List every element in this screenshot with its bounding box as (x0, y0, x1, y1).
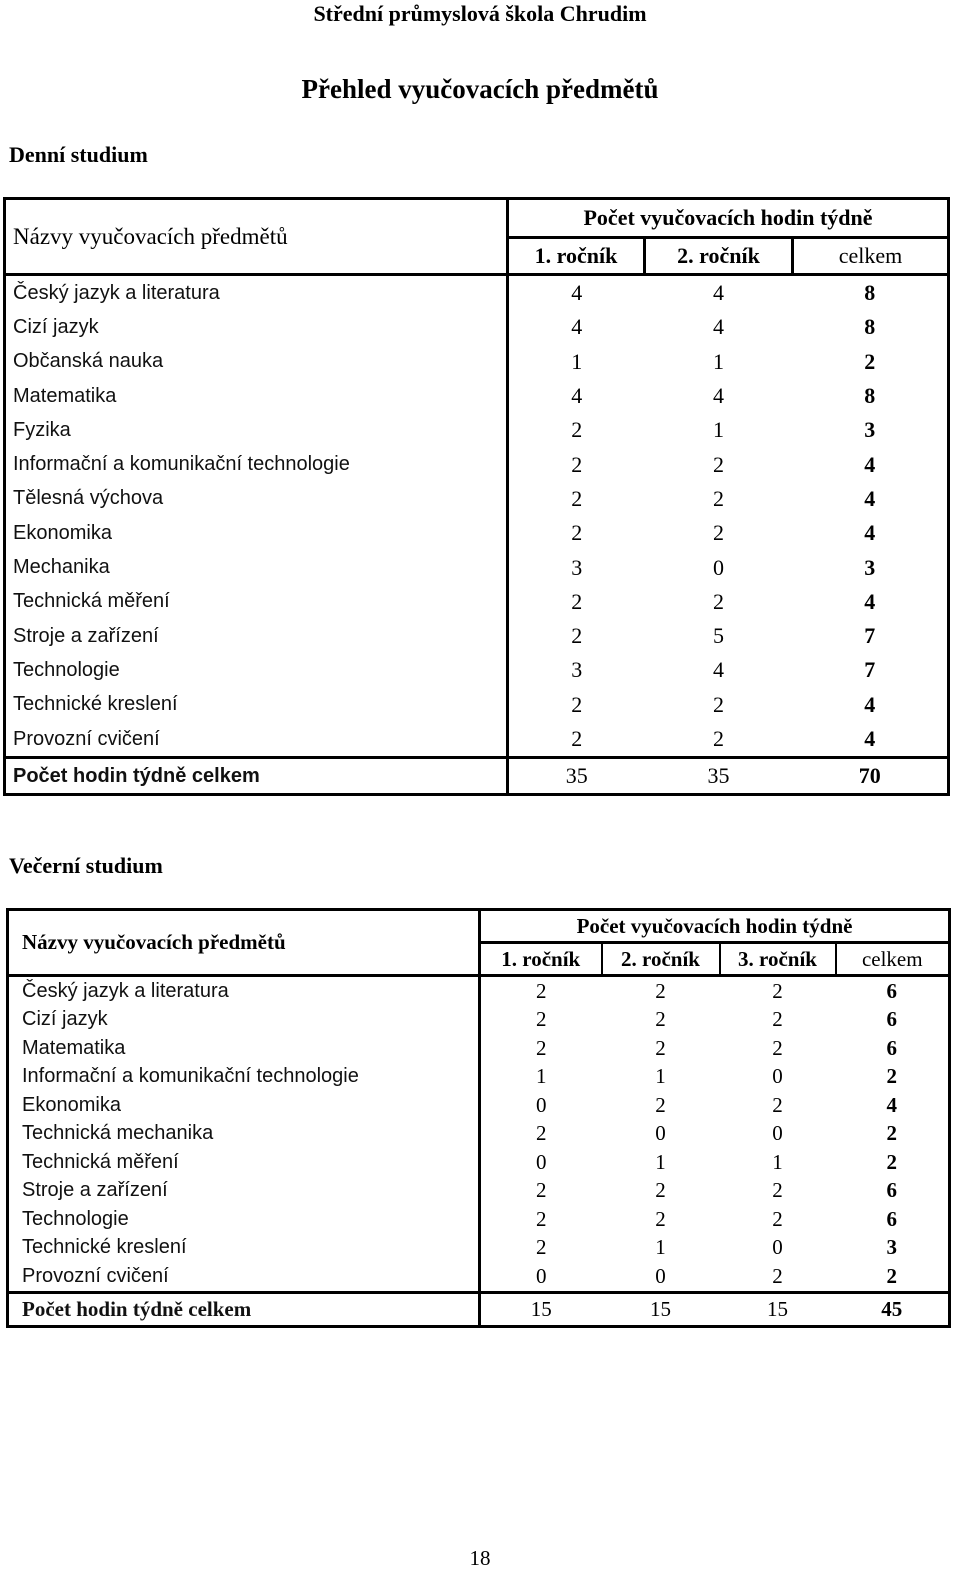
hours-year-2: 5 (713, 623, 724, 649)
hours-total: 2 (864, 348, 876, 374)
hours-year-1: 2 (571, 451, 583, 477)
hours-year-2: 2 (655, 1092, 666, 1117)
hours-year-2: 2 (713, 691, 724, 717)
hours-year-2: 2 (713, 588, 724, 614)
table-row (5, 688, 949, 722)
hours-year-2: 2 (713, 485, 724, 511)
subject-name: Cizí jazyk (8, 1006, 480, 1035)
column-header-year-2: 2. ročník (645, 238, 793, 275)
table-row (8, 1063, 950, 1092)
hours-year-2: 0 (655, 1263, 666, 1288)
table-row (5, 310, 949, 344)
hours-total: 4 (886, 1092, 898, 1117)
school-name: Střední průmyslová škola Chrudim (313, 1, 647, 26)
subject-name: Český jazyk a literatura (8, 976, 480, 1006)
table-row (8, 1034, 950, 1063)
column-header-total: celkem (836, 943, 950, 976)
subject-name: Matematika (8, 1034, 480, 1063)
hours-year-1: 4 (571, 314, 583, 340)
hours-total: 6 (886, 1035, 898, 1060)
subject-name: Technické kreslení (8, 1234, 480, 1263)
hours-total: 2 (886, 1121, 898, 1146)
hours-year-2: 1 (713, 417, 724, 443)
table-row (8, 976, 950, 1006)
hours-total: 8 (864, 383, 876, 409)
hours-year-1: 2 (571, 623, 583, 649)
hours-year-1: 4 (571, 383, 583, 409)
hours-total: 2 (886, 1064, 898, 1089)
hours-total: 4 (864, 588, 876, 614)
hours-total: 6 (886, 1007, 898, 1032)
hours-year-2: 2 (655, 1035, 666, 1060)
evening-study-table (6, 908, 951, 1328)
subject-name: Mechanika (5, 550, 508, 584)
hours-year-3: 2 (772, 1092, 783, 1117)
column-header-year-1: 1. ročník (480, 943, 602, 976)
evening-study-heading: Večerní studium (9, 853, 163, 878)
hours-year-2: 0 (713, 554, 724, 580)
total-row-label: Počet hodin týdně celkem (5, 758, 508, 795)
hours-year-2: 2 (655, 1007, 666, 1032)
hours-total: 3 (864, 417, 876, 443)
hours-year-1: 2 (536, 978, 547, 1003)
hours-total: 4 (864, 726, 876, 751)
table-row (8, 1234, 950, 1263)
column-group-header-hours: Počet vyučovacích hodin týdně (480, 910, 950, 943)
hours-year-2: 2 (655, 1178, 666, 1203)
hours-year-3: 1 (772, 1149, 783, 1174)
hours-year-1: 3 (571, 554, 583, 580)
table-row (8, 1148, 950, 1177)
hours-year-1: 2 (571, 691, 583, 717)
column-header-year-3: 3. ročník (720, 943, 836, 976)
subject-name: Občanská nauka (5, 345, 508, 379)
table-row (5, 345, 949, 379)
hours-year-1: 0 (536, 1149, 547, 1174)
hours-year-1: 2 (571, 417, 583, 443)
hours-year-1: 2 (536, 1035, 547, 1060)
subject-name: Ekonomika (8, 1091, 480, 1120)
hours-year-1: 0 (536, 1092, 547, 1117)
table-row (5, 550, 949, 584)
column-header-total: celkem (793, 238, 949, 275)
total-year-3: 15 (720, 1292, 836, 1326)
subject-name: Provozní cvičení (8, 1262, 480, 1292)
column-header-year-2: 2. ročník (602, 943, 720, 976)
total-row (5, 758, 949, 795)
hours-year-2: 1 (655, 1235, 666, 1260)
hours-total: 6 (886, 1178, 898, 1203)
hours-total: 7 (864, 657, 876, 683)
subject-name: Informační a komunikační technologie (5, 447, 508, 481)
hours-year-1: 1 (571, 348, 583, 374)
hours-year-3: 0 (772, 1121, 783, 1146)
column-header-year-1: 1. ročník (508, 238, 645, 275)
subject-name: Tělesná výchova (5, 482, 508, 516)
hours-total: 4 (864, 520, 876, 546)
table-row (8, 1177, 950, 1206)
subject-name: Informační a komunikační technologie (8, 1063, 480, 1092)
hours-year-1: 4 (571, 280, 583, 306)
hours-year-2: 2 (713, 451, 724, 477)
hours-total: 6 (886, 1206, 898, 1231)
hours-year-3: 2 (772, 978, 783, 1003)
subject-name: Stroje a zařízení (5, 619, 508, 653)
subject-name: Technologie (8, 1205, 480, 1234)
table-row (5, 482, 949, 516)
hours-year-3: 2 (772, 1178, 783, 1203)
subject-name: Český jazyk a literatura (5, 275, 508, 311)
table-row (5, 447, 949, 481)
table-row (5, 585, 949, 619)
hours-total: 2 (886, 1263, 898, 1288)
hours-total: 7 (864, 623, 876, 649)
table-row (8, 1205, 950, 1234)
page-number: 18 (469, 1546, 491, 1570)
hours-total: 4 (864, 485, 876, 511)
hours-total: 8 (864, 314, 876, 340)
subject-name: Stroje a zařízení (8, 1177, 480, 1206)
column-header-subject: Názvy vyučovacích předmětů (5, 199, 508, 275)
hours-year-3: 2 (772, 1035, 783, 1060)
subject-name: Technické kreslení (5, 688, 508, 722)
table-row (5, 379, 949, 413)
hours-year-2: 1 (655, 1064, 666, 1089)
hours-year-2: 1 (655, 1149, 666, 1174)
hours-year-1: 2 (571, 520, 583, 546)
table-row (5, 653, 949, 687)
hours-year-1: 0 (536, 1263, 547, 1288)
subject-name: Cizí jazyk (5, 310, 508, 344)
grand-total: 70 (793, 758, 949, 795)
table-row (8, 1006, 950, 1035)
hours-year-3: 0 (772, 1064, 783, 1089)
hours-year-1: 2 (536, 1121, 547, 1146)
hours-year-1: 2 (536, 1178, 547, 1203)
hours-year-2: 2 (655, 1206, 666, 1231)
hours-year-3: 0 (772, 1235, 783, 1260)
table-row (5, 619, 949, 653)
total-row (8, 1292, 950, 1326)
grand-total: 45 (836, 1292, 950, 1326)
hours-year-1: 2 (536, 1007, 547, 1032)
table-row (8, 1120, 950, 1149)
hours-year-2: 4 (713, 314, 724, 340)
total-row-label: Počet hodin týdně celkem (8, 1292, 480, 1326)
hours-total: 3 (864, 554, 876, 580)
hours-year-3: 2 (772, 1263, 783, 1288)
table-row (8, 1262, 950, 1292)
total-year-1: 15 (480, 1292, 602, 1326)
total-year-2: 35 (645, 758, 793, 795)
column-header-subject: Názvy vyučovacích předmětů (8, 910, 480, 976)
hours-year-2: 4 (713, 657, 724, 683)
hours-year-2: 2 (655, 978, 666, 1003)
subject-name: Technická měření (5, 585, 508, 619)
hours-total: 2 (886, 1149, 898, 1174)
hours-year-1: 1 (536, 1064, 547, 1089)
hours-year-3: 2 (772, 1007, 783, 1032)
subject-name: Technická měření (8, 1148, 480, 1177)
hours-year-2: 2 (713, 726, 724, 751)
subject-name: Matematika (5, 379, 508, 413)
hours-year-2: 0 (655, 1121, 666, 1146)
subject-name: Ekonomika (5, 516, 508, 550)
hours-year-1: 3 (571, 657, 583, 683)
column-group-header-hours: Počet vyučovacích hodin týdně (508, 199, 949, 238)
hours-year-1: 2 (571, 485, 583, 511)
hours-year-2: 1 (713, 348, 724, 374)
hours-total: 3 (886, 1235, 898, 1260)
hours-year-1: 2 (536, 1206, 547, 1231)
day-study-table (3, 197, 950, 796)
table-row (5, 275, 949, 311)
total-year-1: 35 (508, 758, 645, 795)
hours-year-2: 2 (713, 520, 724, 546)
subject-name: Technologie (5, 653, 508, 687)
hours-total: 4 (864, 691, 876, 717)
table-row (5, 516, 949, 550)
table-row (8, 1091, 950, 1120)
table-row (5, 722, 949, 758)
table-row (5, 413, 949, 447)
hours-year-3: 2 (772, 1206, 783, 1231)
hours-year-1: 2 (536, 1235, 547, 1260)
hours-year-1: 2 (571, 588, 583, 614)
day-study-heading: Denní studium (9, 142, 148, 167)
hours-total: 4 (864, 451, 876, 477)
total-year-2: 15 (602, 1292, 720, 1326)
subject-name: Provozní cvičení (5, 722, 508, 758)
subject-name: Fyzika (5, 413, 508, 447)
document-title: Přehled vyučovacích předmětů (301, 74, 659, 104)
hours-year-2: 4 (713, 383, 724, 409)
hours-total: 8 (864, 280, 876, 306)
hours-year-1: 2 (571, 726, 583, 751)
subject-name: Technická mechanika (8, 1120, 480, 1149)
hours-year-2: 4 (713, 280, 724, 306)
hours-total: 6 (886, 978, 898, 1003)
